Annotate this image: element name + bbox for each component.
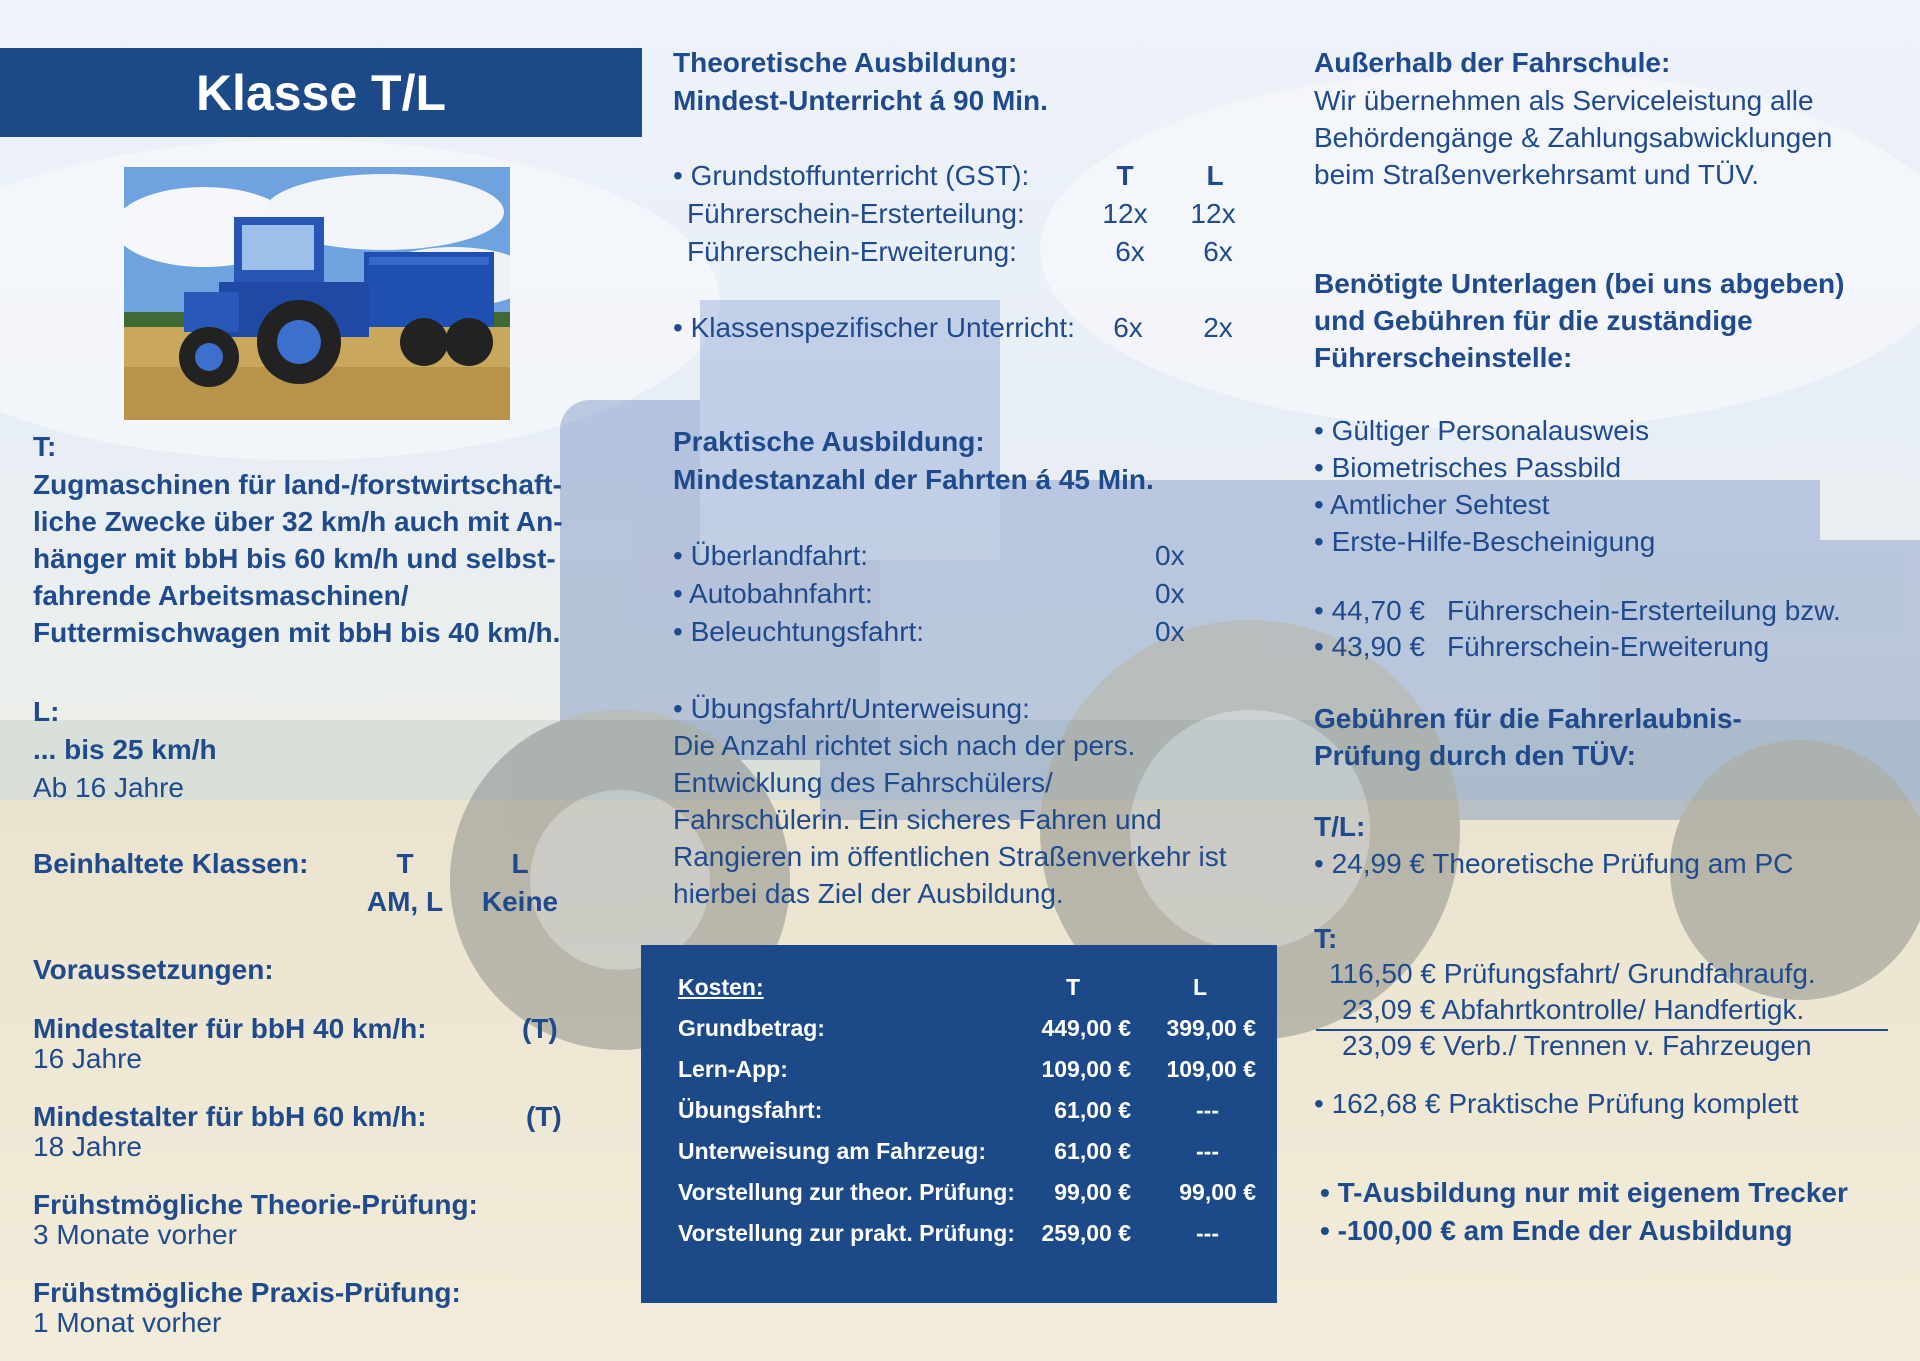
t-fee-item: 23,09 € Abfahrtkontrolle/ Handfertigk. (1342, 994, 1805, 1025)
t-fee-item: 23,09 € Verb./ Trennen v. Fahrzeugen (1342, 1030, 1812, 1061)
requirement-heading: Mindestalter für bbH 40 km/h: (33, 1013, 427, 1044)
exercise-line: hierbei das Ziel der Ausbildung. (673, 878, 1064, 909)
theory-title: Theoretische Ausbildung: (673, 47, 1018, 78)
requirements-label: Voraussetzungen: (33, 954, 274, 985)
practice-row-label: • Überlandfahrt: (673, 540, 869, 571)
t-fees-label: T: (1314, 923, 1338, 954)
theory-row-label: • Grundstoffunterricht (GST): (673, 160, 1030, 191)
theory-row-label: • Klassenspezifischer Unterricht: (673, 312, 1075, 343)
theory-l-value: 12x (1190, 198, 1236, 229)
cost-row-l: 399,00 € (1166, 1015, 1256, 1041)
costs-header: Kosten: (678, 974, 764, 1000)
practice-row-value: 0x (1155, 578, 1185, 609)
practice-row-value: 0x (1155, 616, 1185, 647)
cost-row-label: Vorstellung zur theor. Prüfung: (678, 1179, 1015, 1205)
documents-title-line: Führerscheinstelle: (1314, 342, 1573, 373)
note-line: • T-Ausbildung nur mit eigenem Trecker (1320, 1177, 1848, 1208)
tuv-title (1314, 700, 1914, 774)
t-desc-line: fahrende Arbeitsmaschinen/ (33, 580, 409, 611)
theory-l-value: 6x (1203, 236, 1233, 267)
requirement-value: 3 Monate vorher (33, 1219, 237, 1250)
tuv-title-line: Prüfung durch den TÜV: (1314, 740, 1636, 771)
cost-row-l: --- (1196, 1097, 1219, 1123)
theory-t-value: 6x (1113, 312, 1143, 343)
theory-t-value: 12x (1102, 198, 1148, 229)
costs-t-head: T (1066, 974, 1081, 1000)
tuv-title-line: Gebühren für die Fahrerlaubnis- (1314, 703, 1742, 734)
requirement-heading: Frühstmögliche Theorie-Prüfung: (33, 1189, 478, 1220)
theory-l-value: 2x (1203, 312, 1233, 343)
requirement-heading: Frühstmögliche Praxis-Prüfung: (33, 1277, 461, 1308)
page-title: Klasse T/L (0, 48, 642, 137)
requirement-value: 18 Jahre (33, 1131, 142, 1162)
t-fee-total: • 162,68 € Praktische Prüfung komplett (1314, 1088, 1799, 1119)
cost-row-t: 99,00 € (1054, 1179, 1131, 1205)
list-item: • Erste-Hilfe-Bescheinigung (1314, 526, 1656, 557)
exercise-line: Die Anzahl richtet sich nach der pers. (673, 730, 1136, 761)
outside-line: Wir übernehmen als Serviceleistung alle (1314, 85, 1814, 116)
l-class-label: L: (33, 696, 60, 727)
practice-subtitle: Mindestanzahl der Fahrten á 45 Min. (673, 464, 1154, 495)
t-desc-line: Zugmaschinen für land-/forstwirtschaft- (33, 469, 562, 500)
cost-row-t: 61,00 € (1054, 1138, 1131, 1164)
included-l-value: Keine (481, 886, 559, 917)
cost-row-l: --- (1196, 1138, 1219, 1164)
theory-l-head: L (1206, 160, 1224, 191)
requirement-value: 1 Monat vorher (33, 1307, 222, 1338)
included-l-head: L (511, 848, 529, 879)
included-t-head: T (396, 848, 414, 879)
outside-description (1314, 82, 1914, 193)
cost-row-label: Übungsfahrt: (678, 1097, 823, 1123)
exercise-description (673, 690, 1273, 912)
list-item: • Amtlicher Sehtest (1314, 489, 1550, 520)
theory-row-label: Führerschein-Ersterteilung: (687, 198, 1025, 229)
documents-list (1314, 412, 1914, 560)
exercise-line: Entwicklung des Fahrschülers/ (673, 767, 1053, 798)
exercise-line: Rangieren im öffentlichen Straßenverkehr ist (673, 841, 1227, 872)
l-class-speed: ... bis 25 km/h (33, 734, 217, 765)
exercise-line: Fahrschülerin. Ein sicheres Fahren und (673, 804, 1162, 835)
outside-line: beim Straßenverkehrsamt und TÜV. (1314, 159, 1760, 190)
practice-row-label: • Autobahnfahrt: (673, 578, 873, 609)
t-fee-item: 116,50 € Prüfungsfahrt/ Grundfahraufg. (1329, 958, 1816, 989)
tl-label: T/L: (1314, 811, 1366, 842)
t-desc-line: hänger mit bbH bis 60 km/h und selbst- (33, 543, 556, 574)
costs-l-head: L (1193, 974, 1208, 1000)
cost-row-t: 109,00 € (1041, 1056, 1131, 1082)
theory-subtitle: Mindest-Unterricht á 90 Min. (673, 85, 1048, 116)
list-item: • Biometrisches Passbild (1314, 452, 1622, 483)
cost-row-l: --- (1196, 1220, 1219, 1246)
cost-row-label: Lern-App: (678, 1056, 788, 1082)
theory-t-head: T (1116, 160, 1134, 191)
t-class-label: T: (33, 431, 57, 462)
cost-row-label: Unterweisung am Fahrzeug: (678, 1138, 986, 1164)
documents-title (1314, 265, 1914, 376)
cost-row-t: 259,00 € (1041, 1220, 1131, 1246)
requirement-value: 16 Jahre (33, 1043, 142, 1074)
requirement-tag: (T) (526, 1101, 562, 1132)
costs-table (641, 945, 1277, 1303)
outside-title: Außerhalb der Fahrschule: (1314, 47, 1671, 78)
cost-row-t: 449,00 € (1041, 1015, 1131, 1041)
practice-row-value: 0x (1155, 540, 1185, 571)
documents-title-line: und Gebühren für die zuständige (1314, 305, 1753, 336)
theory-t-value: 6x (1115, 236, 1145, 267)
fee-description: Führerschein-Ersterteilung bzw. (1447, 595, 1841, 626)
practice-row-label: • Beleuchtungsfahrt: (673, 616, 925, 647)
requirement-heading: Mindestalter für bbH 60 km/h: (33, 1101, 427, 1132)
cost-row-label: Grundbetrag: (678, 1015, 825, 1041)
note-line: • -100,00 € am Ende der Ausbildung (1320, 1215, 1793, 1246)
fee-amount: • 43,90 € (1314, 631, 1426, 662)
t-desc-line: liche Zwecke über 32 km/h auch mit An- (33, 506, 563, 537)
included-t-value: AM, L (366, 886, 444, 917)
tractor-photo (124, 167, 510, 420)
documents-title-line: Benötigte Unterlagen (bei uns abgeben) (1314, 268, 1845, 299)
practice-title: Praktische Ausbildung: (673, 426, 985, 457)
cost-row-l: 109,00 € (1166, 1056, 1256, 1082)
tl-item: • 24,99 € Theoretische Prüfung am PC (1314, 848, 1794, 879)
included-classes-label: Beinhaltete Klassen: (33, 848, 309, 879)
t-desc-line: Futtermischwagen mit bbH bis 40 km/h. (33, 617, 561, 648)
theory-row-label: Führerschein-Erweiterung: (687, 236, 1017, 267)
requirement-tag: (T) (522, 1013, 558, 1044)
l-class-age: Ab 16 Jahre (33, 772, 184, 803)
exercise-line: • Übungsfahrt/Unterweisung: (673, 693, 1030, 724)
cost-row-l: 99,00 € (1179, 1179, 1256, 1205)
outside-line: Behördengänge & Zahlungsabwicklungen (1314, 122, 1833, 153)
fee-description: Führerschein-Erweiterung (1447, 631, 1770, 662)
cost-row-label: Vorstellung zur prakt. Prüfung: (678, 1220, 1015, 1246)
fee-amount: • 44,70 € (1314, 595, 1426, 626)
t-class-description (33, 466, 633, 651)
list-item: • Gültiger Personalausweis (1314, 415, 1650, 446)
cost-row-t: 61,00 € (1054, 1097, 1131, 1123)
